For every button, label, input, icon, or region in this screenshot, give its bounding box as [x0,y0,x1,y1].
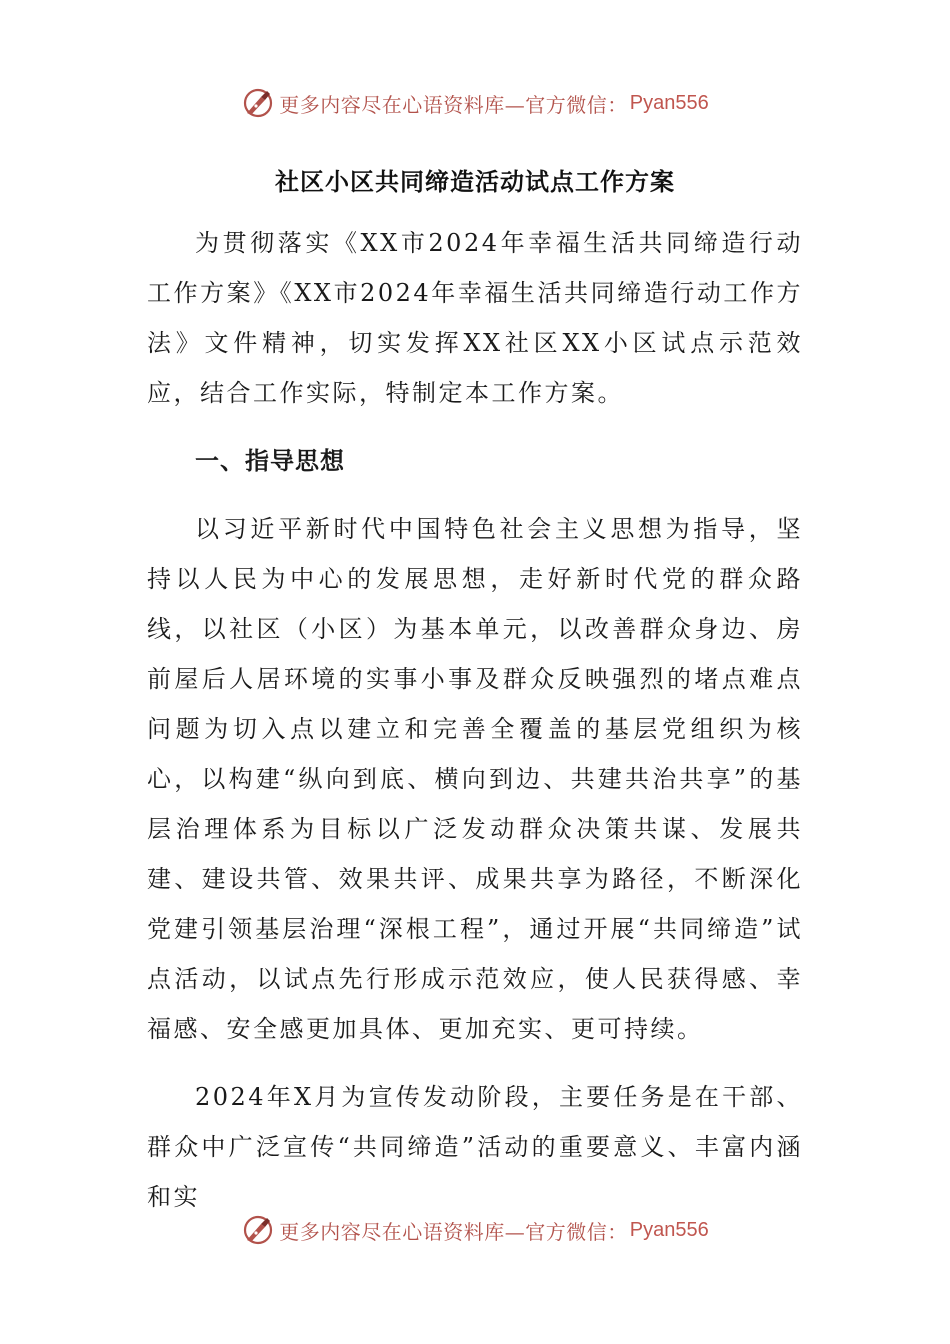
section-heading-guiding-ideology: 一、指导思想 [195,447,345,475]
footer-watermark-banner [0,1210,950,1250]
header-watermark-banner [0,83,950,123]
banner-text: 更多内容尽在心语资料库—官方微信： [279,1219,628,1244]
banner-text: 更多内容尽在心语资料库—官方微信： [279,92,628,117]
banner-wechat-handle: Pyan556 [629,91,709,114]
pen-nib-logo-icon [241,86,275,120]
banner-wechat-handle: Pyan556 [629,1218,709,1241]
document-title: 社区小区共同缔造活动试点工作方案 [275,167,675,196]
pen-nib-logo-icon [241,1213,275,1247]
guiding-ideology-paragraph: 以习近平新时代中国特色社会主义思想为指导，坚持以人民为中心的发展思想，走好新时代党的群众路线，以社区（小区）为基本单元，以改善群众身边、房前屋后人居环境的实事小事及群众反映强烈的堵点难点问题为切入点以建立和完善全覆盖的基层党组织为核心，以构建“纵向到底、横向到边、共建共治共享”的基层治理体系为目标以广泛发动群众决策共谋、发展共建、建设共管、效果共评、成果共享为路径，不断深化党建引领基层治理“深根工程”，通过开展“共同缔造”试点活动，以试点先行形成示范效应，使人民获得感、幸福感、安全感更加具体、更加充实、更可持续。 [147,515,803,1043]
document-body [147,218,803,1222]
intro-paragraph: 为贯彻落实《XX市2024年幸福生活共同缔造行动工作方案》《XX市2024年幸福生活共同缔造行动工作方法》文件精神，切实发挥XX社区XX小区试点示范效应，结合工作实际，特制定本工作方案。 [147,229,803,407]
stage-paragraph: 2024年X月为宣传发动阶段，主要任务是在干部、群众中广泛宣传“共同缔造”活动的重要意义、丰富内涵和实 [147,1083,803,1211]
